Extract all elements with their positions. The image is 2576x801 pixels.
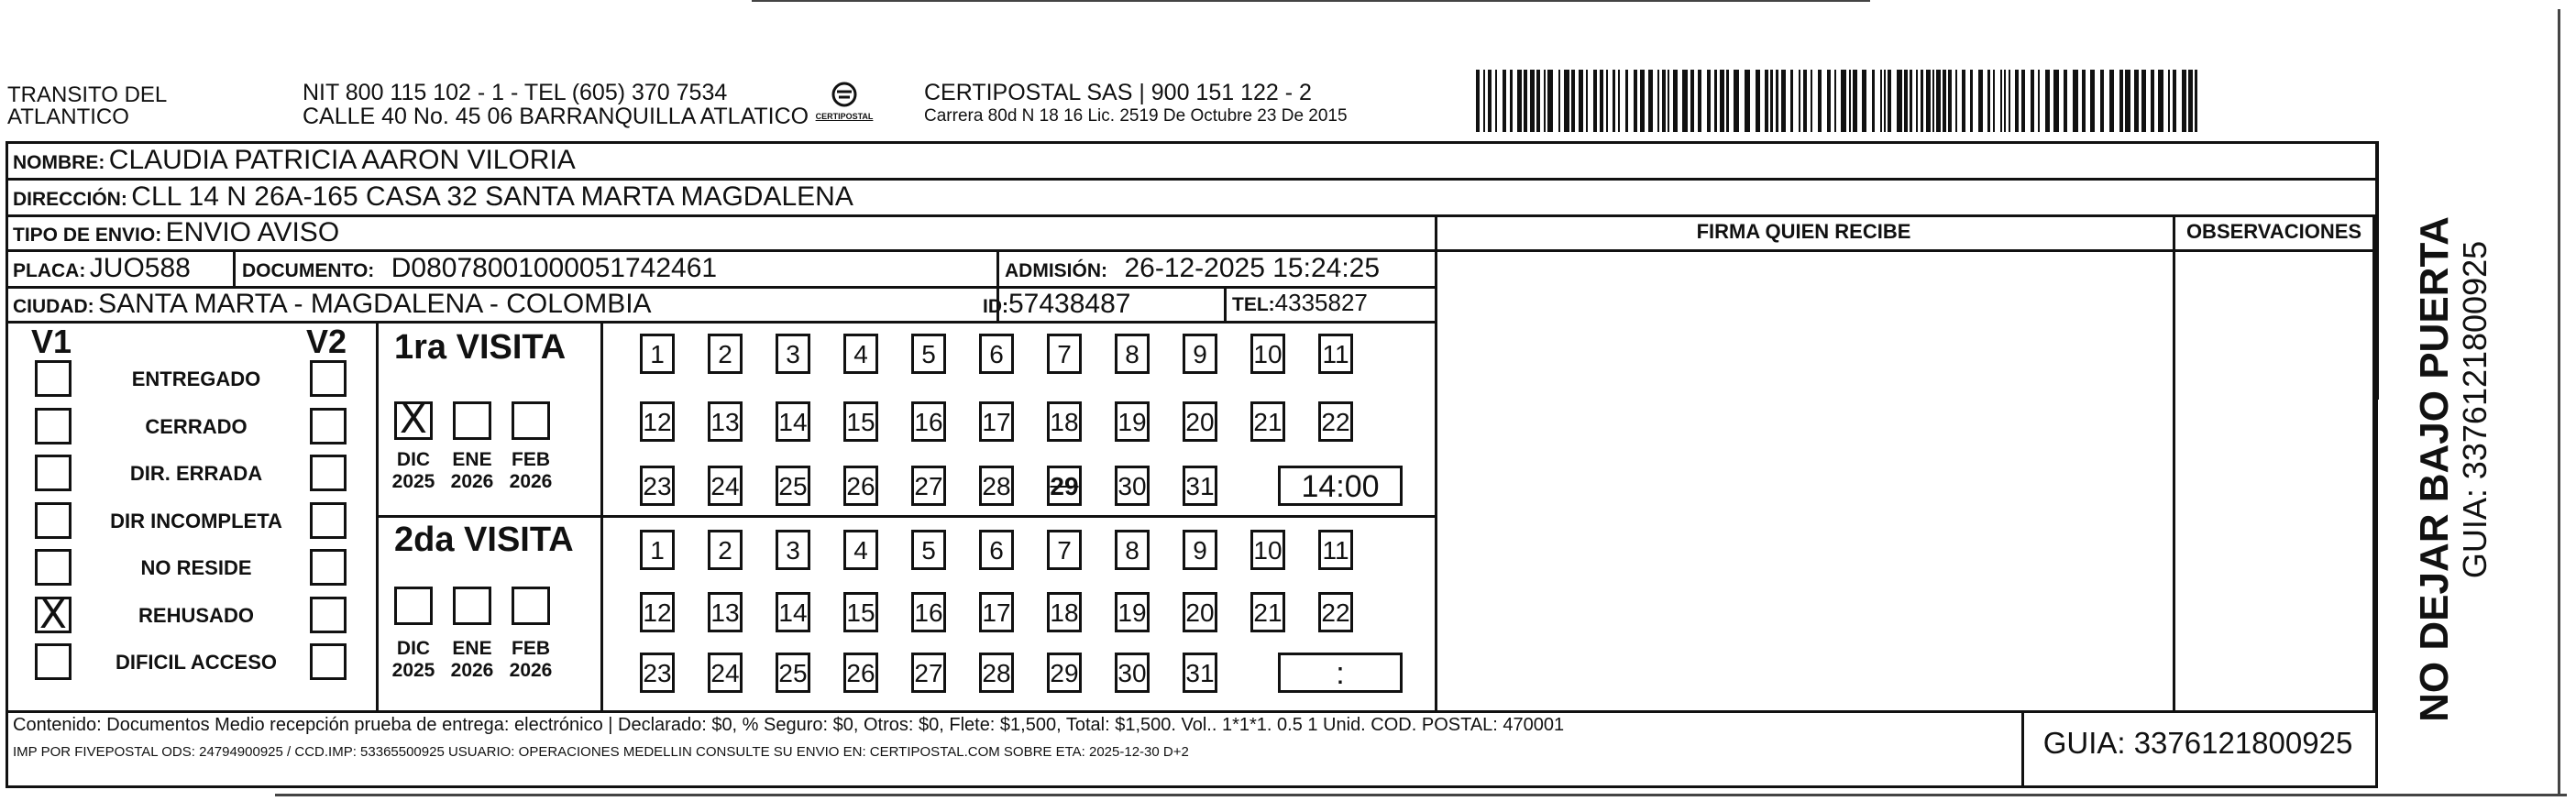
barcode-bar	[2151, 70, 2154, 132]
option-label: REHUSADO	[138, 603, 254, 627]
second-day-20[interactable]: 20	[1183, 592, 1217, 632]
barcode-bar	[1932, 70, 1934, 132]
barcode-bar	[1765, 70, 1768, 132]
barcode-bar	[1962, 70, 1965, 132]
second-day-13[interactable]: 13	[708, 592, 743, 632]
second-time-box[interactable]: :	[1278, 653, 1403, 693]
barcode-bar	[1613, 70, 1615, 132]
second-day-16[interactable]: 16	[911, 592, 946, 632]
first-day-8[interactable]: 8	[1115, 334, 1150, 374]
barcode-bar	[1495, 70, 1497, 132]
first-day-12[interactable]: 12	[640, 401, 675, 442]
barcode-bar	[2038, 70, 2040, 132]
barcode-bar	[1707, 70, 1711, 132]
barcode-bar	[1698, 70, 1701, 132]
barcode-bar	[1483, 70, 1485, 132]
v2-checkbox-rehusado[interactable]	[310, 597, 347, 633]
second-day-17[interactable]: 17	[979, 592, 1014, 632]
first-month-checkbox-dic[interactable]: X	[394, 401, 433, 440]
second-day-10[interactable]: 10	[1250, 530, 1285, 570]
barcode-bar	[1827, 70, 1831, 132]
print-line: IMP POR FIVEPOSTAL ODS: 24794900925 / CCD.IMP: 53365500925 USUARIO: OPERACIONES MEDELLIN CONSULTE SU ENVIO EN: CERTIPOSTAL.COM SOBRE ETA: 2025-12-30 D+2	[13, 744, 1189, 760]
side-guide-number: GUIA: 3376121800925	[2456, 240, 2493, 579]
first-day-26[interactable]: 26	[843, 466, 878, 506]
barcode-bar	[2188, 70, 2193, 132]
first-day-3[interactable]: 3	[776, 334, 810, 374]
admission-field: ADMISIÓN: 26-12-2025 15:24:25	[1005, 253, 1381, 283]
address-row: DIRECCIÓN: CLL 14 N 26A-165 CASA 32 SANTA MARTA MAGDALENA	[13, 181, 853, 212]
v1-label: V1	[31, 323, 72, 360]
content-line: Contenido: Documentos Medio recepción prueba de entrega: electrónico | Declarado: $0, % Seguro: $0, Otros: $0, Flete: $1,500, Total: $1,500. Vol.. 1*1*1. 0.5 1 Unid. COD. POSTAL: 470001	[13, 715, 1565, 735]
first-day-19[interactable]: 19	[1115, 401, 1150, 442]
second-day-14[interactable]: 14	[776, 592, 810, 632]
barcode-bar	[1488, 70, 1492, 132]
second-day-25[interactable]: 25	[776, 653, 810, 693]
second-day-18[interactable]: 18	[1047, 592, 1082, 632]
barcode-bar	[1926, 70, 1931, 132]
city-field: CIUDAD: SANTA MARTA - MAGDALENA - COLOMBIA	[13, 289, 652, 319]
barcode-bar	[1586, 70, 1588, 132]
second-day-3[interactable]: 3	[776, 530, 810, 570]
v1-checkbox-entregado[interactable]	[35, 360, 72, 397]
barcode-bar	[1510, 70, 1513, 132]
first-day-17[interactable]: 17	[979, 401, 1014, 442]
id-field: ID:57438487	[983, 289, 1131, 319]
barcode-bar	[1648, 70, 1653, 132]
barcode-bar	[1790, 70, 1793, 132]
first-month-checkbox-ene[interactable]	[453, 401, 491, 440]
first-visit-title: 1ra VISITA	[394, 328, 567, 367]
first-day-7[interactable]: 7	[1047, 334, 1082, 374]
observations-area[interactable]	[2176, 253, 2371, 708]
second-day-7[interactable]: 7	[1047, 530, 1082, 570]
first-day-25[interactable]: 25	[776, 466, 810, 506]
barcode-bar	[1564, 70, 1569, 132]
signature-header: FIRMA QUIEN RECIBE	[1696, 220, 1911, 243]
barcode-bar	[2195, 70, 2197, 132]
first-day-16[interactable]: 16	[911, 401, 946, 442]
barcode-bar	[1872, 70, 1875, 132]
barcode-bar	[1714, 70, 1717, 132]
v1-checkbox-dir-incompleta[interactable]	[35, 502, 72, 539]
barcode-bar	[1726, 70, 1729, 132]
name-row: NOMBRE: CLAUDIA PATRICIA AARON VILORIA	[13, 145, 576, 175]
barcode-bar	[1579, 70, 1583, 132]
second-month-label: ENE 2026	[450, 638, 494, 681]
barcode-bar	[1811, 70, 1812, 132]
barcode-bar	[1618, 70, 1620, 132]
second-day-29[interactable]: 29	[1047, 653, 1082, 693]
first-day-22[interactable]: 22	[1318, 401, 1353, 442]
barcode-bar	[1943, 70, 1946, 132]
barcode-bar	[1776, 70, 1778, 132]
v1-checkbox-rehusado[interactable]: X	[35, 597, 72, 633]
barcode-bar	[1849, 70, 1851, 132]
barcode-bar	[1745, 70, 1750, 132]
second-day-9[interactable]: 9	[1183, 530, 1217, 570]
barcode-bar	[2053, 70, 2059, 132]
second-day-2[interactable]: 2	[708, 530, 743, 570]
second-day-12[interactable]: 12	[640, 592, 675, 632]
first-day-6[interactable]: 6	[979, 334, 1014, 374]
barcode-bar	[1978, 70, 1983, 132]
barcode-bar	[1987, 70, 1990, 132]
second-day-21[interactable]: 21	[1250, 592, 1285, 632]
second-month-checkbox-dic[interactable]	[394, 587, 433, 625]
first-day-28[interactable]: 28	[979, 466, 1014, 506]
barcode-bar	[2090, 70, 2095, 132]
barcode-bar	[1799, 70, 1800, 132]
barcode-bar	[1625, 70, 1628, 132]
col-line	[2173, 214, 2175, 711]
barcode-bar	[1530, 70, 1535, 132]
second-month-checkbox-feb[interactable]	[512, 587, 550, 625]
barcode-bar	[1734, 70, 1739, 132]
second-month-label: DIC 2025	[391, 638, 435, 681]
barcode	[1476, 70, 2200, 132]
issuer-contact: NIT 800 115 102 - 1 - TEL (605) 370 7534 CALLE 40 No. 45 06 BARRANQUILLA ATLATICO	[303, 80, 809, 129]
second-day-30[interactable]: 30	[1115, 653, 1150, 693]
observations-header: OBSERVACIONES	[2185, 220, 2362, 243]
second-day-5[interactable]: 5	[911, 530, 946, 570]
barcode-bar	[1897, 70, 1902, 132]
no-under-door-warning: NO DEJAR BAJO PUERTA	[2412, 216, 2457, 722]
barcode-bar	[2158, 70, 2163, 132]
v2-checkbox-no-reside[interactable]	[310, 549, 347, 586]
barcode-bar	[1921, 70, 1923, 132]
barcode-bar	[1634, 70, 1637, 132]
carrier-info: CERTIPOSTAL SAS | 900 151 122 - 2 Carrera 80d N 18 16 Lic. 2519 De Octubre 23 De 2015	[924, 80, 1348, 126]
document-field: DOCUMENTO: D08078001000051742461	[242, 253, 718, 283]
v1-checkbox-cerrado[interactable]	[35, 408, 72, 444]
right-edge-line	[2558, 9, 2560, 796]
v2-checkbox-dir-incompleta[interactable]	[310, 502, 347, 539]
barcode-bar	[1524, 70, 1527, 132]
barcode-bar	[2119, 70, 2123, 132]
certipostal-logo: CERTIPOSTAL	[812, 79, 876, 126]
v2-checkbox-cerrado[interactable]	[310, 408, 347, 444]
obs-header-line	[2173, 249, 2374, 252]
barcode-bar	[2100, 70, 2104, 132]
barcode-bar	[1910, 70, 1912, 132]
first-day-21[interactable]: 21	[1250, 401, 1285, 442]
second-day-26[interactable]: 26	[843, 653, 878, 693]
v2-checkbox-entregado[interactable]	[310, 360, 347, 397]
first-day-10[interactable]: 10	[1250, 334, 1285, 374]
second-day-31[interactable]: 31	[1183, 653, 1217, 693]
barcode-bar	[1720, 70, 1724, 132]
barcode-bar	[1536, 70, 1540, 132]
barcode-bar	[1571, 70, 1575, 132]
second-day-27[interactable]: 27	[911, 653, 946, 693]
second-month-label: FEB 2026	[509, 638, 553, 681]
v2-checkbox-dir-errada[interactable]	[310, 455, 347, 491]
barcode-bar	[1834, 70, 1836, 132]
barcode-bar	[1880, 70, 1882, 132]
barcode-bar	[2009, 70, 2010, 132]
barcode-bar	[1955, 70, 1957, 132]
barcode-bar	[1884, 70, 1886, 132]
second-day-6[interactable]: 6	[979, 530, 1014, 570]
first-day-13[interactable]: 13	[708, 401, 743, 442]
barcode-bar	[1888, 70, 1891, 132]
first-day-30[interactable]: 30	[1115, 466, 1150, 506]
barcode-bar	[2173, 70, 2176, 132]
barcode-bar	[2141, 70, 2146, 132]
barcode-bar	[1544, 70, 1546, 132]
barcode-bar	[1657, 70, 1659, 132]
col-line	[2372, 214, 2375, 711]
first-day-20[interactable]: 20	[1183, 401, 1217, 442]
barcode-bar	[1662, 70, 1666, 132]
second-day-19[interactable]: 19	[1115, 592, 1150, 632]
first-time-box[interactable]: 14:00	[1278, 466, 1403, 506]
barcode-bar	[1970, 70, 1973, 132]
barcode-bar	[1916, 70, 1918, 132]
barcode-bar	[2082, 70, 2086, 132]
v1-checkbox-no-reside[interactable]	[35, 549, 72, 586]
second-day-4[interactable]: 4	[843, 530, 878, 570]
barcode-bar	[1993, 70, 1995, 132]
first-day-5[interactable]: 5	[911, 334, 946, 374]
barcode-bar	[1756, 70, 1760, 132]
v1-checkbox-dificil-acceso[interactable]	[35, 643, 72, 680]
barcode-bar	[1517, 70, 1522, 132]
barcode-bar	[1640, 70, 1645, 132]
second-day-8[interactable]: 8	[1115, 530, 1150, 570]
v2-checkbox-dificil-acceso[interactable]	[310, 643, 347, 680]
first-day-27[interactable]: 27	[911, 466, 946, 506]
second-day-11[interactable]: 11	[1318, 530, 1353, 570]
first-day-9[interactable]: 9	[1183, 334, 1217, 374]
first-month-label: DIC 2025	[391, 449, 435, 492]
plate-field: PLACA: JUO588	[13, 253, 191, 283]
first-month-label: ENE 2026	[450, 449, 494, 492]
barcode-bar	[2109, 70, 2114, 132]
barcode-bar	[2168, 70, 2170, 132]
first-day-15[interactable]: 15	[843, 401, 878, 442]
barcode-bar	[1503, 70, 1506, 132]
second-visit-title: 2da VISITA	[394, 521, 574, 559]
second-day-15[interactable]: 15	[843, 592, 878, 632]
barcode-bar	[1606, 70, 1608, 132]
visit-divider	[376, 515, 1436, 518]
barcode-bar	[2134, 70, 2139, 132]
barcode-bar	[1476, 70, 1480, 132]
barcode-bar	[1936, 70, 1941, 132]
first-day-18[interactable]: 18	[1047, 401, 1082, 442]
first-month-checkbox-feb[interactable]	[512, 401, 550, 440]
barcode-bar	[1600, 70, 1603, 132]
v1-checkbox-dir-errada[interactable]	[35, 455, 72, 491]
barcode-bar	[2021, 70, 2025, 132]
barcode-bar	[1668, 70, 1669, 132]
barcode-bar	[2000, 70, 2002, 132]
first-day-23[interactable]: 23	[640, 466, 675, 506]
barcode-bar	[2015, 70, 2019, 132]
issuer-name: TRANSITO DEL ATLANTICO	[7, 82, 168, 129]
first-day-14[interactable]: 14	[776, 401, 810, 442]
barcode-bar	[2031, 70, 2034, 132]
first-day-2[interactable]: 2	[708, 334, 743, 374]
first-day-31[interactable]: 31	[1183, 466, 1217, 506]
barcode-bar	[2182, 70, 2186, 132]
barcode-bar	[1781, 70, 1786, 132]
signature-area[interactable]	[1439, 253, 2169, 708]
barcode-bar	[1770, 70, 1773, 132]
barcode-bar	[1853, 70, 1857, 132]
barcode-bar	[1673, 70, 1678, 132]
tel-field: TEL:4335827	[1232, 289, 1368, 316]
second-day-23[interactable]: 23	[640, 653, 675, 693]
barcode-bar	[2125, 70, 2130, 132]
type-row: TIPO DE ENVIO: ENVIO AVISO	[13, 217, 340, 247]
option-label: NO RESIDE	[140, 556, 252, 579]
barcode-bar	[1803, 70, 1807, 132]
second-day-22[interactable]: 22	[1318, 592, 1353, 632]
barcode-bar	[2064, 70, 2067, 132]
first-day-4[interactable]: 4	[843, 334, 878, 374]
barcode-bar	[1558, 70, 1560, 132]
guide-box: GUIA: 3376121800925	[2042, 726, 2353, 760]
barcode-bar	[1593, 70, 1597, 132]
first-day-24[interactable]: 24	[708, 466, 743, 506]
barcode-bar	[1948, 70, 1952, 132]
first-month-label: FEB 2026	[509, 449, 553, 492]
option-label: DIR. ERRADA	[129, 462, 263, 485]
barcode-bar	[1682, 70, 1688, 132]
barcode-bar	[2045, 70, 2050, 132]
barcode-bar	[2004, 70, 2006, 132]
second-day-24[interactable]: 24	[708, 653, 743, 693]
barcode-bar	[1690, 70, 1694, 132]
barcode-bar	[1904, 70, 1908, 132]
barcode-bar	[1862, 70, 1866, 132]
barcode-bar	[1841, 70, 1846, 132]
option-label: DIFICIL ACCESO	[115, 651, 277, 674]
option-label: ENTREGADO	[131, 368, 261, 390]
barcode-bar	[1547, 70, 1553, 132]
first-day-11[interactable]: 11	[1318, 334, 1353, 374]
second-day-28[interactable]: 28	[979, 653, 1014, 693]
first-day-1[interactable]: 1	[640, 334, 675, 374]
second-day-1[interactable]: 1	[640, 530, 675, 570]
first-day-29[interactable]: 29	[1047, 466, 1082, 506]
second-month-checkbox-ene[interactable]	[453, 587, 491, 625]
barcode-bar	[2073, 70, 2078, 132]
option-label: CERRADO	[145, 414, 248, 438]
barcode-bar	[1818, 70, 1822, 132]
v2-label: V2	[306, 323, 347, 360]
option-label: DIR INCOMPLETA	[110, 509, 282, 532]
